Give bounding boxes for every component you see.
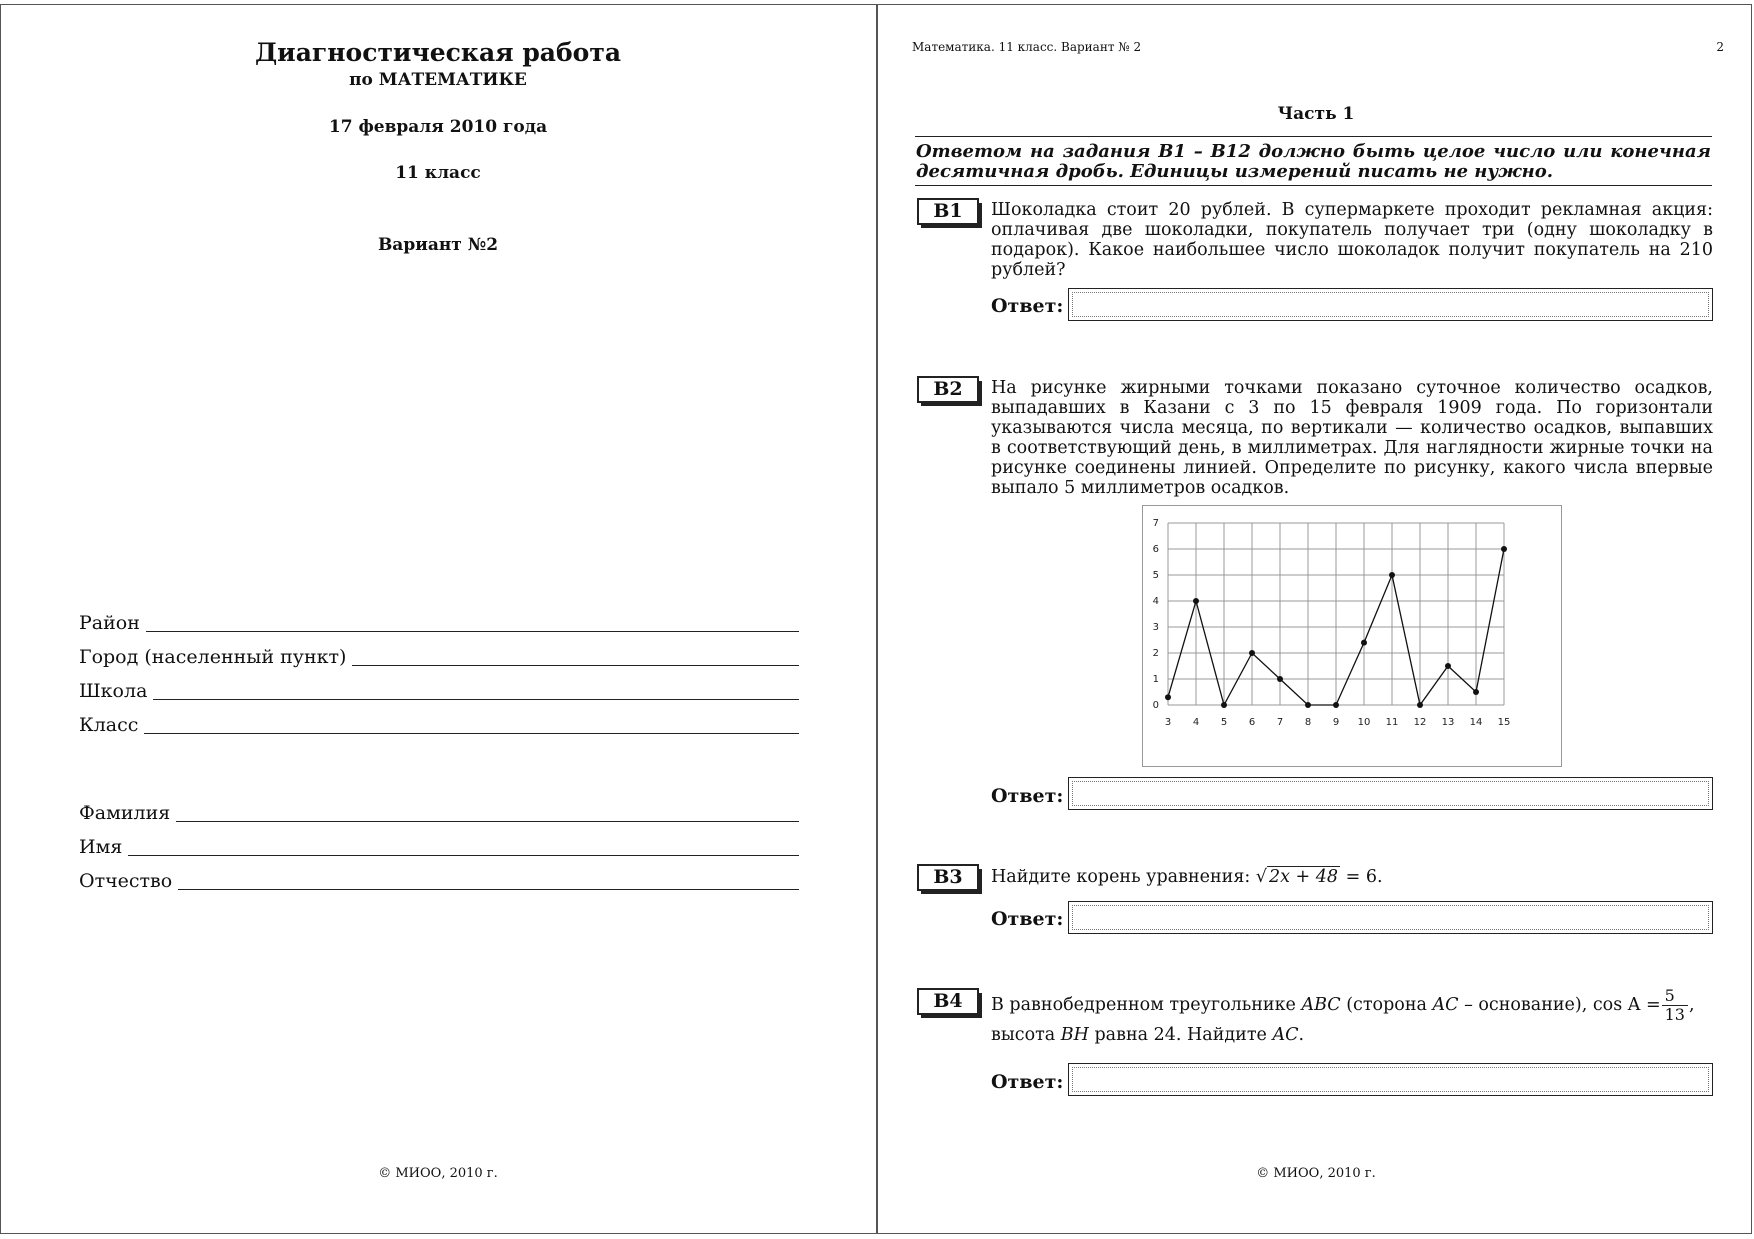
x-tick-label: 15 bbox=[1497, 717, 1511, 728]
cover-page bbox=[0, 0, 876, 1239]
field-line[interactable] bbox=[128, 854, 799, 856]
x-tick-label: 6 bbox=[1248, 717, 1256, 728]
field-city[interactable] bbox=[79, 646, 799, 668]
answer-field-b1[interactable] bbox=[1068, 288, 1713, 321]
task-tag-b1: B1 bbox=[917, 198, 979, 225]
task-tag-b4: B4 bbox=[917, 988, 979, 1015]
field-first-name[interactable] bbox=[79, 836, 799, 858]
field-line[interactable] bbox=[146, 630, 799, 632]
x-tick-label: 8 bbox=[1304, 717, 1312, 728]
field-line[interactable] bbox=[144, 732, 799, 734]
task-b3-text-before: Найдите корень уравнения: bbox=[991, 867, 1256, 887]
y-tick-label: 6 bbox=[1152, 544, 1159, 555]
y-tick-label: 3 bbox=[1152, 622, 1159, 633]
data-point bbox=[1473, 689, 1479, 695]
x-tick-label: 14 bbox=[1469, 717, 1483, 728]
cover-variant: Вариант №2 bbox=[377, 235, 499, 255]
data-point bbox=[1249, 650, 1255, 656]
data-point bbox=[1277, 676, 1283, 682]
y-tick-label: 7 bbox=[1152, 518, 1159, 529]
field-patronymic[interactable] bbox=[79, 870, 799, 892]
data-point bbox=[1193, 598, 1199, 604]
field-surname[interactable] bbox=[79, 802, 799, 824]
data-point bbox=[1445, 663, 1451, 669]
data-point bbox=[1501, 546, 1507, 552]
x-tick-label: 12 bbox=[1413, 717, 1427, 728]
field-district[interactable] bbox=[79, 612, 799, 634]
field-label: Школа bbox=[79, 680, 148, 702]
y-tick-label: 4 bbox=[1152, 596, 1159, 607]
task-b4-part3: – основание), bbox=[1458, 995, 1593, 1015]
task-tag-b3: B3 bbox=[917, 864, 979, 891]
x-tick-label: 10 bbox=[1357, 717, 1371, 728]
task-b4-line2-end: . bbox=[1298, 1025, 1305, 1045]
x-tick-label: 4 bbox=[1192, 717, 1200, 728]
answer-field-b2[interactable] bbox=[1068, 777, 1713, 810]
instructions: Ответом на задания B1 – B12 должно быть целое число или конечная десятичная дробь. Единицы измерений писать не нужно. bbox=[916, 141, 1711, 182]
data-point bbox=[1333, 702, 1339, 708]
field-label: Класс bbox=[79, 714, 139, 736]
task-b3-text-after: = 6. bbox=[1340, 867, 1383, 887]
field-line[interactable] bbox=[178, 888, 799, 890]
task-tag-b2: B2 bbox=[917, 376, 979, 403]
cover-copyright: © МИОО, 2010 г. bbox=[378, 1166, 498, 1181]
x-tick-label: 5 bbox=[1220, 717, 1228, 728]
field-label: Район bbox=[79, 612, 140, 634]
data-point bbox=[1417, 702, 1423, 708]
math-ac: AC bbox=[1432, 995, 1459, 1015]
fraction bbox=[1662, 987, 1688, 1024]
field-label: Фамилия bbox=[79, 802, 171, 824]
sqrt-radicand: 2x + 48 bbox=[1268, 867, 1339, 887]
page-2 bbox=[878, 0, 1754, 1239]
answer-label-b3: Ответ: bbox=[991, 908, 1064, 930]
data-point bbox=[1361, 640, 1367, 646]
field-class[interactable] bbox=[79, 714, 799, 736]
cover-subtitle: по МАТЕМАТИКЕ bbox=[349, 70, 527, 90]
field-line[interactable] bbox=[352, 664, 799, 666]
math-ac-2: AC bbox=[1272, 1025, 1299, 1045]
chart-svg bbox=[1143, 506, 1561, 766]
cover-title: Диагностическая работа bbox=[254, 38, 622, 67]
answer-field-b3[interactable] bbox=[1068, 901, 1713, 934]
math-cos: cos A = bbox=[1592, 995, 1661, 1015]
task-b4-text bbox=[991, 987, 1713, 1046]
task-b2-text: На рисунке жирными точками показано суточное количество осадков, выпадавших в Казани с 3 по 15 февраля 1909 года. По горизонтали указываются числа месяца, по вертикали — количество осадков, выпавших в соответствующий день, в миллиметрах. Для наглядности жирные точки на рисунке соединены линией. Определите по рисунку, какого числа впервые выпало 5 миллиметров осадков. bbox=[991, 378, 1713, 498]
fraction-numerator: 5 bbox=[1662, 987, 1688, 1006]
sqrt-sign: √ bbox=[1255, 867, 1267, 887]
field-label: Город (населенный пункт) bbox=[79, 646, 347, 668]
y-tick-label: 5 bbox=[1152, 570, 1159, 581]
task-b4-part2: (сторона bbox=[1340, 995, 1433, 1015]
x-tick-label: 7 bbox=[1276, 717, 1284, 728]
cover-grade: 11 класс bbox=[395, 163, 481, 183]
page-number: 2 bbox=[1716, 40, 1724, 54]
data-point bbox=[1221, 702, 1227, 708]
field-line[interactable] bbox=[153, 698, 799, 700]
field-label: Отчество bbox=[79, 870, 173, 892]
data-point bbox=[1389, 572, 1395, 578]
x-tick-label: 11 bbox=[1385, 717, 1399, 728]
rule-bottom bbox=[915, 185, 1712, 186]
y-tick-label: 2 bbox=[1152, 648, 1159, 659]
task-b1-text: Шоколадка стоит 20 рублей. В супермаркете проходит рекламная акция: оплачивая две шоколадки, покупатель получает три (одну шоколадку в подарок). Какое наибольшее число шоколадок получит покупатель на 210 рублей? bbox=[991, 200, 1713, 280]
precipitation-chart bbox=[1142, 505, 1562, 767]
page2-copyright: © МИОО, 2010 г. bbox=[1256, 1166, 1376, 1181]
math-abc: ABC bbox=[1301, 995, 1341, 1015]
task-b4-part1: В равнобедренном треугольнике bbox=[991, 995, 1302, 1015]
x-tick-label: 13 bbox=[1441, 717, 1455, 728]
task-b4-comma: , bbox=[1688, 995, 1695, 1015]
answer-label-b4: Ответ: bbox=[991, 1071, 1064, 1093]
y-tick-label: 0 bbox=[1152, 700, 1159, 711]
field-label: Имя bbox=[79, 836, 123, 858]
cover-date: 17 февраля 2010 года bbox=[328, 117, 548, 137]
rule-top bbox=[915, 136, 1712, 137]
running-header: Математика. 11 класс. Вариант № 2 bbox=[912, 40, 1142, 54]
task-b4-line2-part2: равна 24. Найдите bbox=[1088, 1025, 1273, 1045]
answer-label-b1: Ответ: bbox=[991, 295, 1064, 317]
y-tick-label: 1 bbox=[1152, 674, 1159, 685]
answer-field-b4[interactable] bbox=[1068, 1063, 1713, 1096]
math-bh: BH bbox=[1060, 1025, 1089, 1045]
data-point bbox=[1165, 694, 1171, 700]
task-b3-text bbox=[991, 866, 1713, 887]
part-title: Часть 1 bbox=[1277, 104, 1355, 124]
task-b4-line2-part1: высота bbox=[991, 1025, 1061, 1045]
answer-label-b2: Ответ: bbox=[991, 785, 1064, 807]
x-tick-label: 9 bbox=[1332, 717, 1340, 728]
field-line[interactable] bbox=[176, 820, 799, 822]
fraction-denominator: 13 bbox=[1664, 1005, 1685, 1024]
x-tick-label: 3 bbox=[1164, 717, 1172, 728]
field-school[interactable] bbox=[79, 680, 799, 702]
data-point bbox=[1305, 702, 1311, 708]
